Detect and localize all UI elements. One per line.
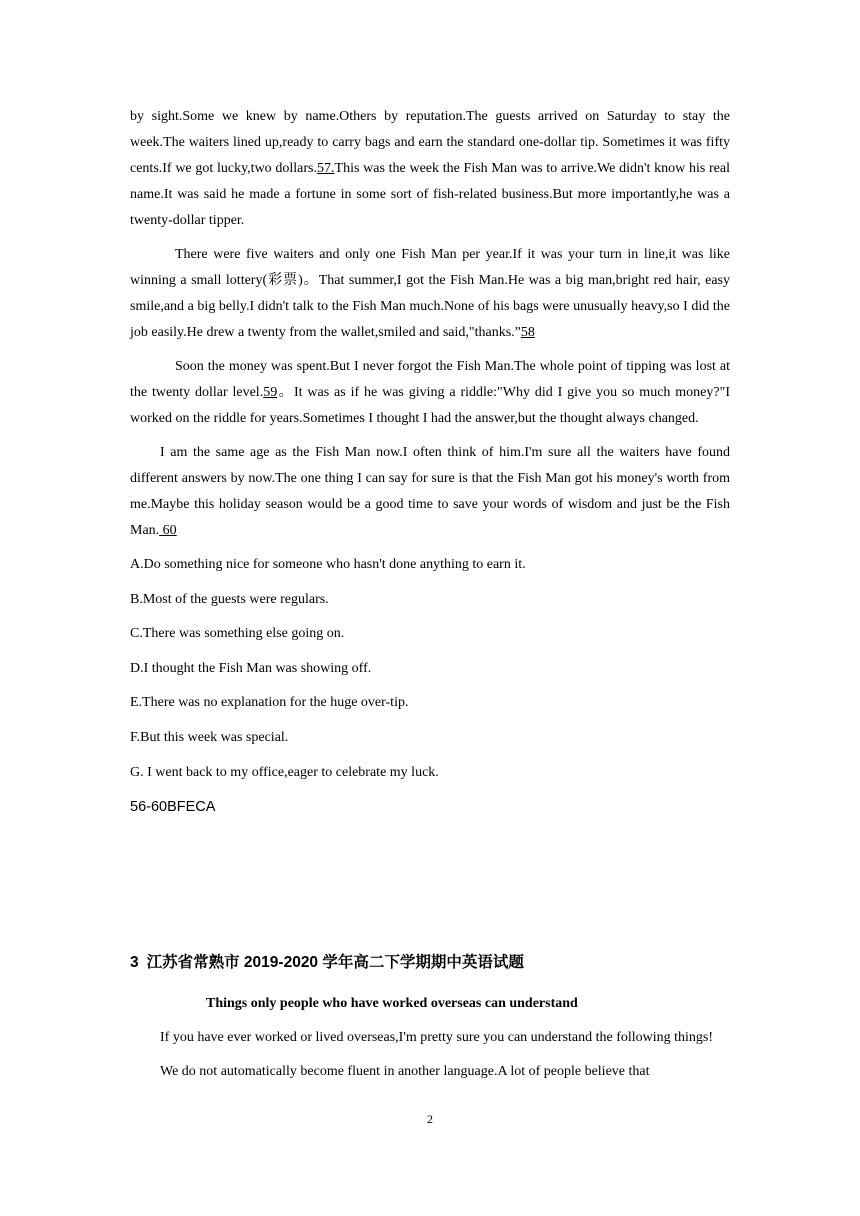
passage-title (130, 991, 730, 1017)
section-heading (130, 950, 524, 976)
passage-title-text: Things only people who have worked overseas can understand (206, 996, 578, 1011)
paragraph-1 (130, 104, 730, 234)
paragraph-2-text: There were five waiters and only one Fish Man per year.If it was your turn in line,it was like winning a small lottery(彩票)。That summer,I got the Fish Man.He was a big man,bright red hair, easy smile,and a big belly.I didn't talk to the Fish Man much.None of his bags were unusually heavy,so I did the job easily.He drew a twenty from the wallet,smiled and said,"thanks.” (130, 247, 730, 340)
option-g: G. I went back to my office,eager to celebrate my luck. (130, 764, 439, 780)
option-a: A.Do something nice for someone who hasn't done anything to earn it. (130, 557, 526, 572)
paragraph-4-text: I am the same age as the Fish Man now.I often think of him.I'm sure all the waiters have found different answers by now.The one thing I can say for sure is that the Fish Man got his money's worth from me.Maybe this holiday season would be a good time to save your words of wisdom and just be the Fish Man. (130, 445, 730, 538)
paragraph-4 (130, 440, 730, 544)
option-b: B.Most of the guests were regulars. (130, 591, 329, 607)
option-e: E.There was no explanation for the huge over-tip. (130, 695, 409, 711)
blank-60: 60 (159, 523, 177, 538)
paragraph-1-text-a: by sight.Some we knew by name.Others by reputation.The guests arrived on Saturday to stay the week.The waiters lined up,ready to carry bags and earn the standard one-dollar tip. Sometimes it was fifty cents.If we got lucky,two dollars. (130, 109, 730, 176)
passage-2-paragraph-1: If you have ever worked or lived overseas,I'm pretty sure you can understand the following things! (160, 1030, 714, 1045)
blank-57: 57. (317, 161, 335, 176)
passage-2 (130, 1025, 730, 1093)
paragraph-3 (130, 354, 730, 432)
option-d: D.I thought the Fish Man was showing off. (130, 660, 372, 676)
blank-59: 59 (263, 385, 278, 400)
paragraph-1-text-b: This was the week the Fish Man was to arrive.We didn't know his real name.It was said he made a fortune in some sort of fish-related business.But more importantly,he was a twenty-dollar tipper. (130, 161, 730, 228)
page-number: 2 (427, 1112, 433, 1126)
blank-58: 58 (520, 325, 535, 340)
section-number: 3 (130, 954, 139, 971)
passage-2-paragraph-2: We do not automatically become fluent in another language.A lot of people believe that (160, 1064, 650, 1079)
paragraph-3-text-b: 。It was as if he was giving a riddle:"Why did I give you so much money?"I worked on the riddle for years.Sometimes I thought I had the answer,but the thought always changed. (130, 385, 730, 426)
options-list (130, 552, 730, 786)
option-c: C.There was something else going on. (130, 626, 345, 642)
section-heading-text: 江苏省常熟市 2019-2020 学年高二下学期期中英语试题 (146, 954, 524, 971)
passage-1 (130, 104, 730, 820)
option-f: F.But this week was special. (130, 729, 289, 745)
paragraph-3-text-a: Soon the money was spent.But I never forgot the Fish Man.The whole point of tipping was lost at the twenty dollar level. (130, 359, 730, 400)
paragraph-2 (130, 242, 730, 346)
answer-key: 56-60BFECA (130, 799, 216, 816)
